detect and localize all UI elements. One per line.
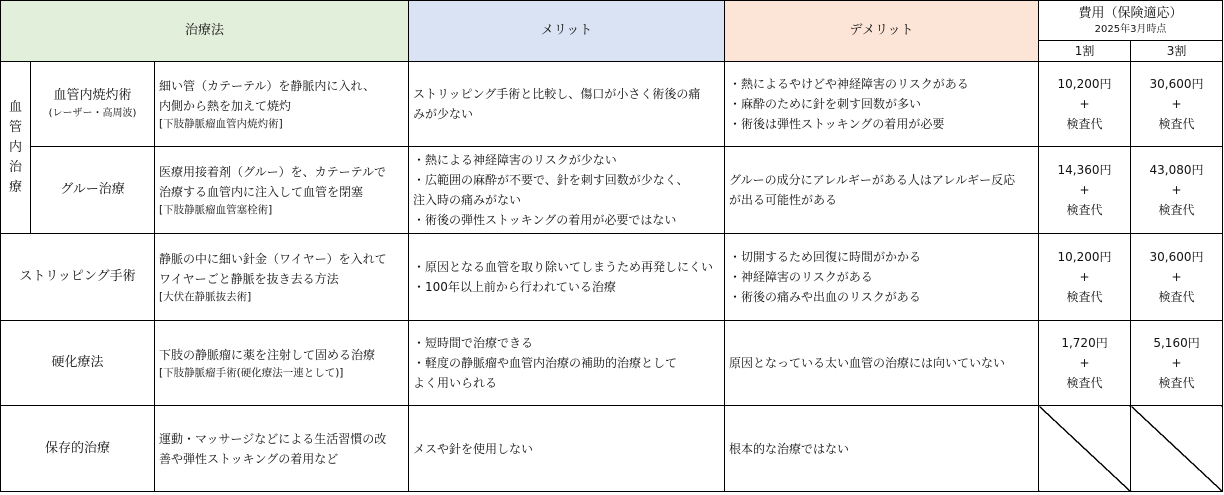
demerit-cell: 原因となっている太い血管の治療には向いていない — [725, 321, 1039, 406]
header-merit: メリット — [409, 1, 725, 62]
treatment-description: 下肢の静脈瘤に薬を注射して固める治療 [下肢静脈瘤手術(硬化療法一連として)] — [155, 321, 409, 406]
merit-cell: ・原因となる血管を取り除いてしまうため再発しにくい ・100年以上前から行われている治療 — [409, 234, 725, 321]
header-cost-title: 費用（保険適応） — [1078, 5, 1183, 21]
cost-1-cell: 14,360円 + 検査代 — [1039, 147, 1131, 234]
treatment-description: 運動・マッサージなどによる生活習慣の改 善や弾性ストッキングの着用など — [155, 406, 409, 492]
cost-1-empty-slash — [1039, 406, 1131, 492]
table-row — [1, 406, 1223, 492]
treatment-name-sub: (レーザー・高周波) — [48, 108, 137, 119]
header-cost-1-label: 1割 — [1074, 44, 1095, 58]
cost-1-cell: 1,720円 + 検査代 — [1039, 321, 1131, 406]
table-row — [1, 62, 1223, 147]
header-cost-3-label: 3割 — [1166, 44, 1187, 58]
header-cost-3 — [1131, 41, 1223, 62]
demerit-cell: ・熱によるやけどや神経障害のリスクがある ・麻酔のために針を刺す回数が多い ・術後は弾性ストッキングの着用が必要 — [725, 62, 1039, 147]
table-row — [1, 321, 1223, 406]
group-label-intravascular: 血 管 内 治 療 — [1, 62, 31, 234]
treatment-name: 硬化療法 — [1, 321, 155, 406]
treatment-name: 血管内焼灼術 (レーザー・高周波) — [31, 62, 155, 147]
header-demerit: デメリット — [725, 1, 1039, 62]
cost-3-cell: 5,160円 + 検査代 — [1131, 321, 1223, 406]
treatment-description: 細い管（カテーテル）を静脈内に入れ、 内側から熱を加えて焼灼 [下肢静脈瘤血管内焼灼術] — [155, 62, 409, 147]
cost-1-cell: 10,200円 + 検査代 — [1039, 62, 1131, 147]
merit-cell: ストリッピング手術と比較し、傷口が小さく術後の痛 みが少ない — [409, 62, 725, 147]
procedure-tag: [下肢静脈瘤手術(硬化療法一連として)] — [159, 367, 344, 379]
merit-cell: メスや針を使用しない — [409, 406, 725, 492]
cost-3-cell: 30,600円 + 検査代 — [1131, 62, 1223, 147]
treatment-name: ストリッピング手術 — [1, 234, 155, 321]
demerit-cell: グルーの成分にアレルギーがある人はアレルギー反応 が出る可能性がある — [725, 147, 1039, 234]
header-cost-subtitle: 2025年3月時点 — [1094, 23, 1167, 35]
treatment-description: 静脈の中に細い針金（ワイヤー）を入れて ワイヤーごと静脈を抜き去る方法 [大伏在静脈抜去術] — [155, 234, 409, 321]
treatment-name: 保存的治療 — [1, 406, 155, 492]
header-method: 治療法 — [1, 1, 409, 62]
merit-cell: ・短時間で治療できる ・軽度の静脈瘤や血管内治療の補助的治療として よく用いられる — [409, 321, 725, 406]
header-cost — [1039, 1, 1223, 41]
procedure-tag: [下肢静脈瘤血管内焼灼術] — [159, 118, 283, 130]
treatment-description: 医療用接着剤（グルー）を、カテーテルで 治療する血管内に注入して血管を閉塞 [下肢静脈瘤血管塞栓術] — [155, 147, 409, 234]
table-row — [1, 234, 1223, 321]
table-row — [1, 147, 1223, 234]
demerit-cell: ・切開するため回復に時間がかかる ・神経障害のリスクがある ・術後の痛みや出血のリスクがある — [725, 234, 1039, 321]
procedure-tag: [下肢静脈瘤血管塞栓術] — [159, 204, 273, 216]
header-cost-1 — [1039, 41, 1131, 62]
cost-3-empty-slash — [1131, 406, 1223, 492]
procedure-tag: [大伏在静脈抜去術] — [159, 291, 252, 303]
cost-1-cell: 10,200円 + 検査代 — [1039, 234, 1131, 321]
cost-3-cell: 43,080円 + 検査代 — [1131, 147, 1223, 234]
treatment-name: グルー治療 — [31, 147, 155, 234]
merit-cell: ・熱による神経障害のリスクが少ない ・広範囲の麻酔が不要で、針を刺す回数が少なく、 注入時の痛みがない ・術後の弾性ストッキングの着用が必要ではない — [409, 147, 725, 234]
cost-3-cell: 30,600円 + 検査代 — [1131, 234, 1223, 321]
demerit-cell: 根本的な治療ではない — [725, 406, 1039, 492]
